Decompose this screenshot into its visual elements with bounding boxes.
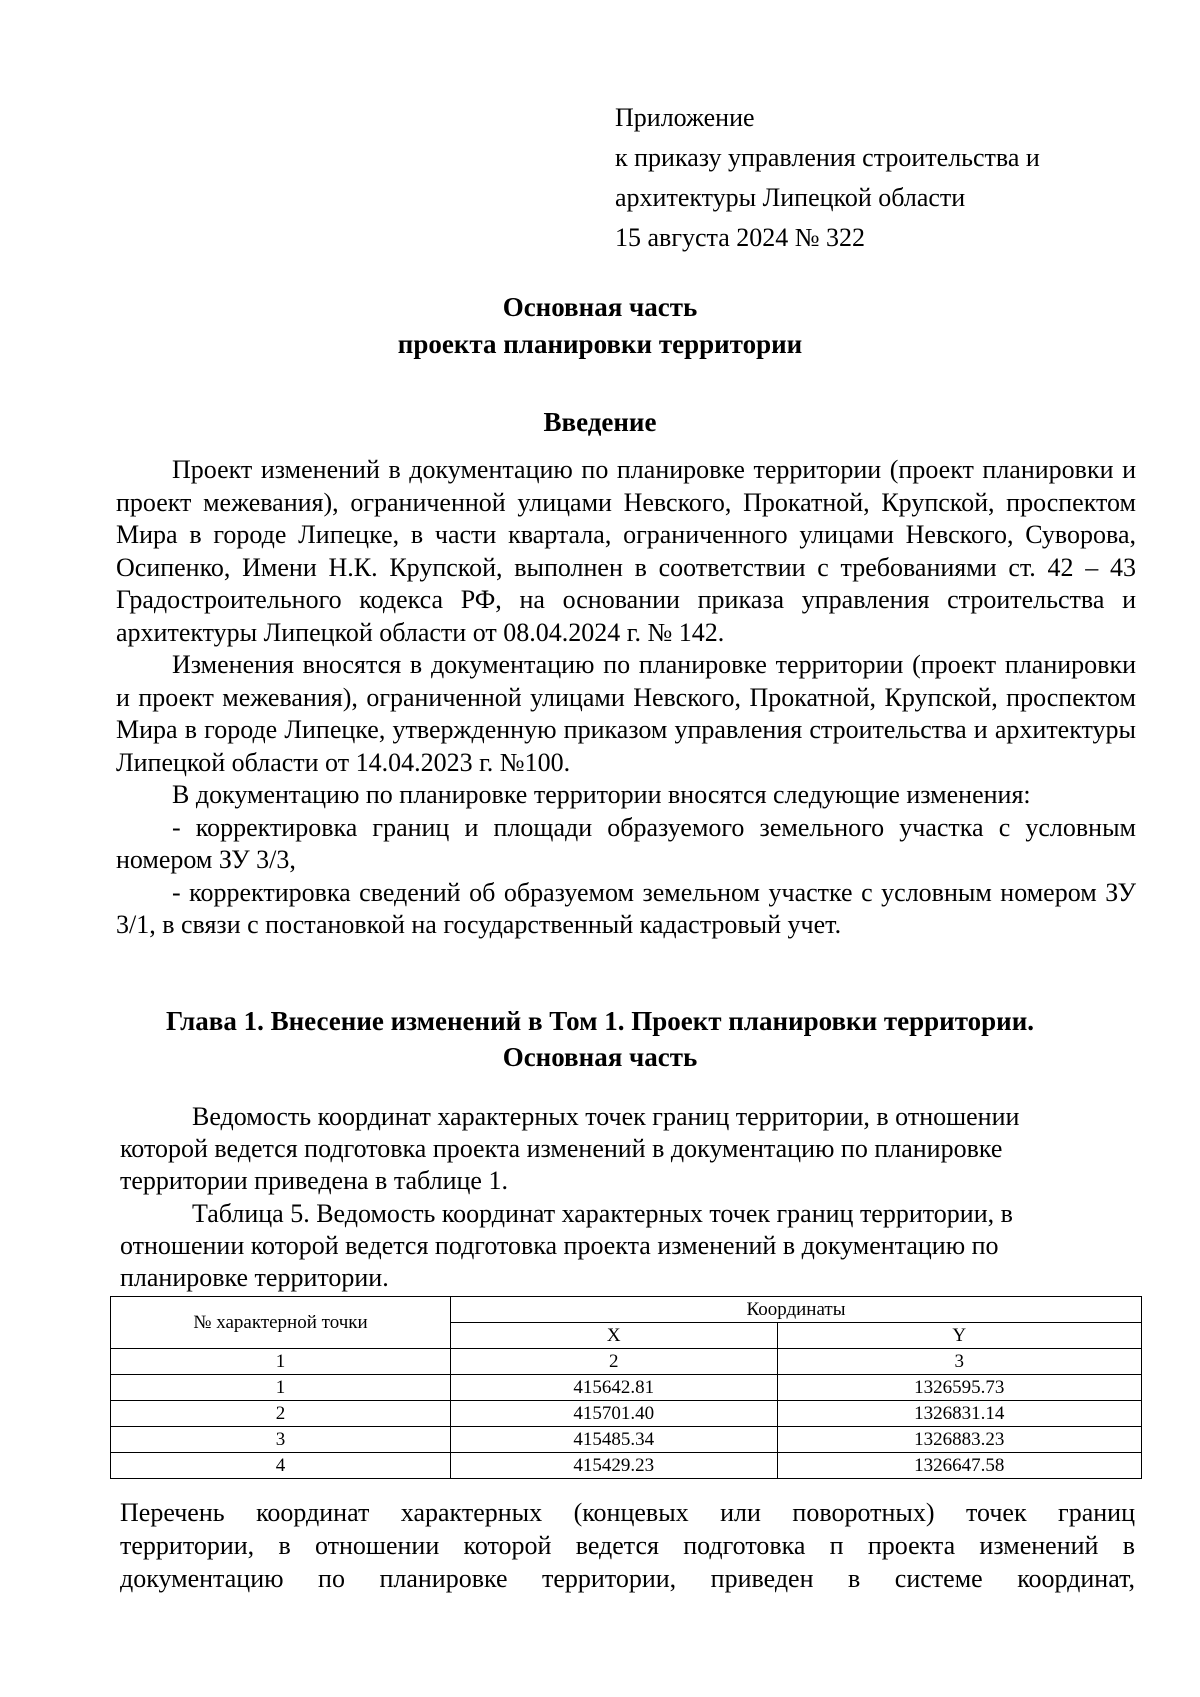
intro-paragraph: Проект изменений в документацию по планировке территории (проект планировки и проект межевания), ограниченной улицами Невского, Прокатной, Крупской, проспектом Мира в городе Липецке, в части квартала, ограниченного улицами Невского, Суворова, Осипенко, Имени Н.К. Крупской, выполнен в соответствии с требованиями ст. 42 – 43 Градостроительного кодекса РФ, на основании приказа управления строительства и архитектуры Липецкой области от 08.04.2024 г. № 142. (116, 455, 1136, 647)
header-x: X (451, 1323, 778, 1349)
intro-section (116, 454, 1136, 942)
chapter-heading (0, 1003, 1200, 1075)
table-caption-section (120, 1198, 1100, 1294)
statement-paragraph: Ведомость координат характерных точек границ территории, в отношении которой ведется подготовка проекта изменений в документацию по планировке территории приведена в таблице 1. (120, 1102, 1020, 1195)
statement-section (120, 1101, 1100, 1197)
header-coordinates: Координаты (451, 1297, 1142, 1323)
table-cell: 415701.40 (451, 1401, 778, 1427)
document-title (0, 289, 1200, 363)
table-row (111, 1427, 1142, 1453)
table-cell: 2 (451, 1349, 778, 1375)
table-row (111, 1401, 1142, 1427)
table-cell: 1326831.14 (777, 1401, 1141, 1427)
table-caption: Таблица 5. Ведомость координат характерных точек границ территории, в отношении которой ведется подготовка проекта изменений в документацию по планировке территории. (120, 1199, 1013, 1292)
table-cell: 415429.23 (451, 1453, 778, 1479)
table-cell: 3 (111, 1427, 451, 1453)
table-cell: 2 (111, 1401, 451, 1427)
intro-paragraph: В документацию по планировке территории вносятся следующие изменения: (172, 780, 1031, 809)
tail-line: Перечень координат характерных (концевых или поворотных) точек границ (120, 1498, 1135, 1527)
approval-line-4: 15 августа 2024 № 322 (615, 223, 866, 252)
coordinates-table (110, 1296, 1142, 1479)
intro-heading: Введение (543, 407, 657, 437)
table-cell: 3 (777, 1349, 1141, 1375)
table-cell: 1 (111, 1349, 451, 1375)
header-point-number: № характерной точки (111, 1297, 451, 1349)
approval-block (615, 98, 1040, 258)
table-cell: 1326595.73 (777, 1375, 1141, 1401)
coordinate-list-paragraph (120, 1496, 1135, 1595)
approval-line-1: Приложение (615, 103, 755, 132)
table-cell: 1 (111, 1375, 451, 1401)
table-cell: 1326883.23 (777, 1427, 1141, 1453)
intro-paragraph: Изменения вносятся в документацию по планировке территории (проект планировки и проект межевания), ограниченной улицами Невского, Прокатной, Крупской, проспектом Мира в городе Липецке, утвержденную приказом управления строительства и архитектуры Липецкой области от 14.04.2023 г. №100. (116, 650, 1136, 777)
change-item: - корректировка границ и площади образуемого земельного участка с условным номером ЗУ 3/3, (116, 812, 1136, 874)
approval-line-3: архитектуры Липецкой области (615, 183, 966, 212)
table-row (111, 1375, 1142, 1401)
change-item: - корректировка сведений об образуемом земельном участке с условным номером ЗУ 3/1, в связи с постановкой на государственный кадастровый учет. (116, 877, 1136, 939)
title-line-2: проекта планировки территории (397, 329, 803, 359)
table-cell: 415485.34 (451, 1427, 778, 1453)
chapter-heading-line-1: Глава 1. Внесение изменений в Том 1. Проект планировки территории. (165, 1006, 1035, 1036)
chapter-heading-line-2: Основная часть (502, 1042, 698, 1072)
title-line-1: Основная часть (502, 292, 698, 322)
table-index-row (111, 1349, 1142, 1375)
table-row (111, 1453, 1142, 1479)
table-cell: 1326647.58 (777, 1453, 1141, 1479)
table-cell: 4 (111, 1453, 451, 1479)
approval-line-2: к приказу управления строительства и (615, 143, 1040, 172)
tail-line: документацию по планировке территории, приведен в системе координат, (120, 1564, 1135, 1593)
table-cell: 415642.81 (451, 1375, 778, 1401)
header-y: Y (777, 1323, 1141, 1349)
tail-line: территории, в отношении которой ведется подготовка п проекта изменений в (120, 1531, 1135, 1560)
